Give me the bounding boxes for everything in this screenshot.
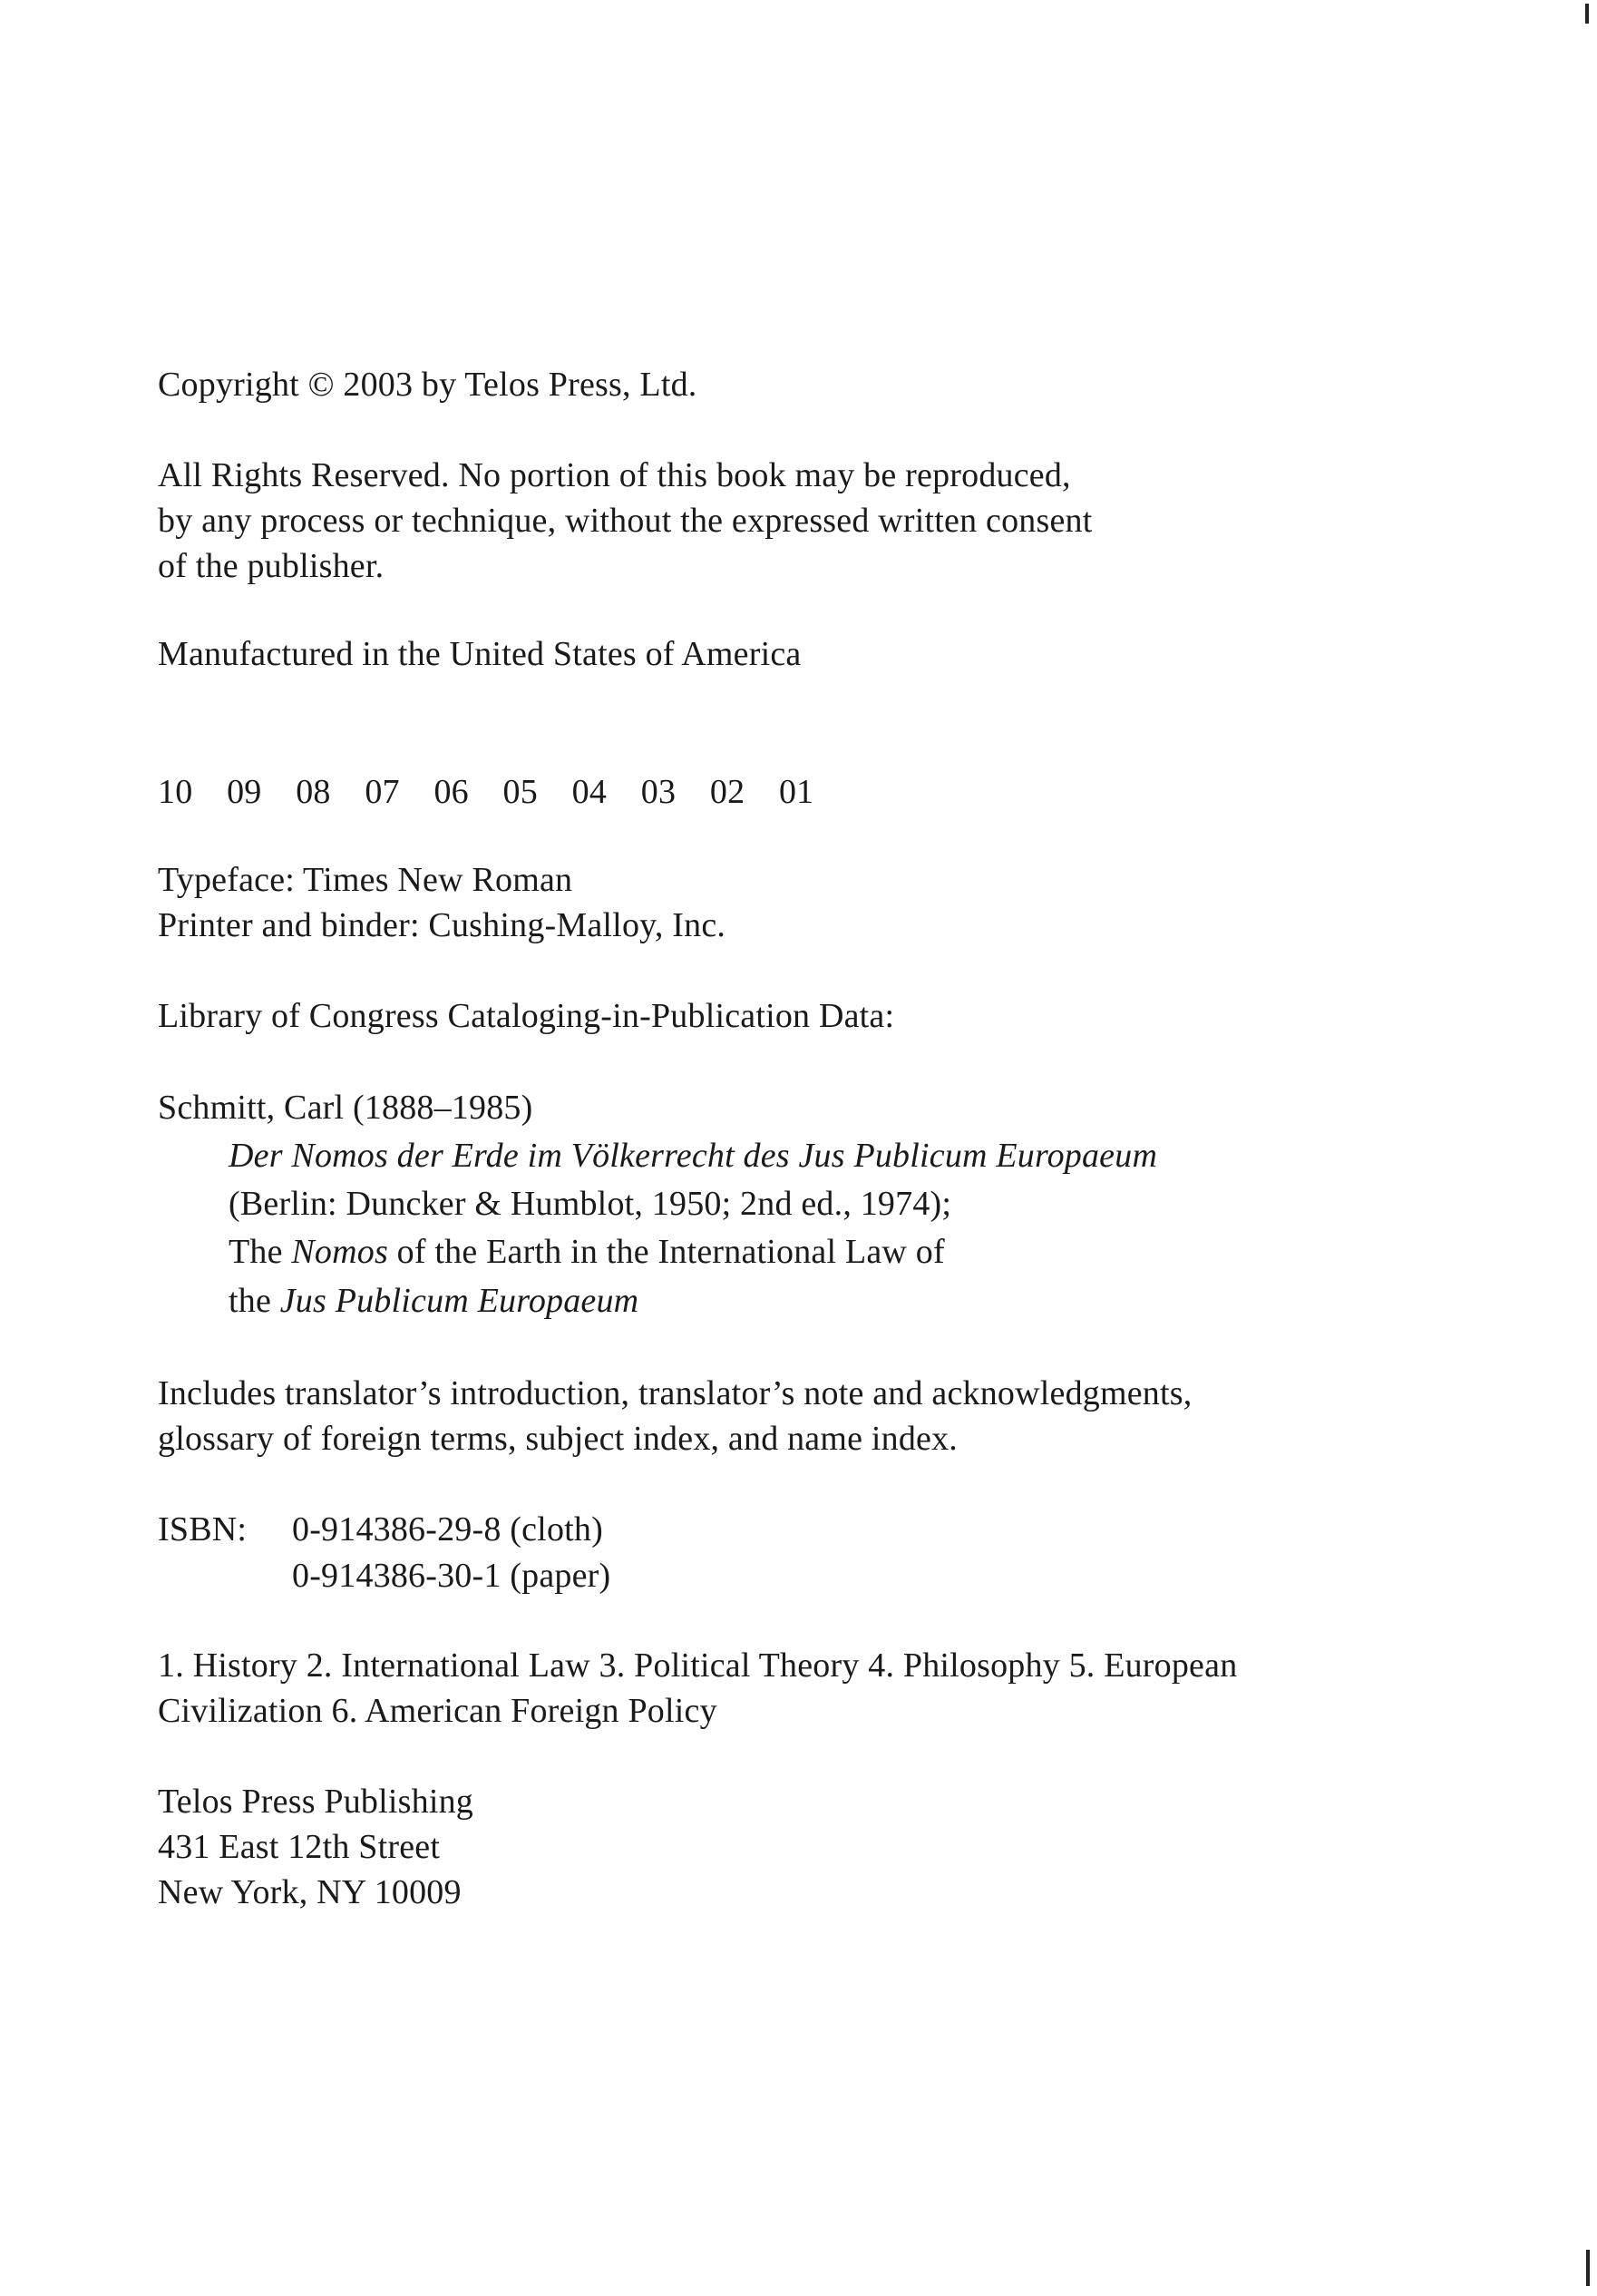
original-publication: (Berlin: Duncker & Humblot, 1950; 2nd ed., 1974); xyxy=(229,1185,952,1223)
includes-line-1: Includes translator’s introduction, translator’s note and acknowledgments, xyxy=(158,1374,1193,1412)
subjects-line-2: Civilization 6. American Foreign Policy xyxy=(158,1692,717,1730)
publisher-name: Telos Press Publishing xyxy=(158,1783,473,1821)
scan-edge-mark xyxy=(1586,2250,1590,2286)
printing-number: 08 xyxy=(296,773,331,811)
printing-number: 02 xyxy=(709,773,745,811)
publisher-street: 431 East 12th Street xyxy=(158,1828,441,1866)
printing-numbers xyxy=(158,770,813,814)
translated-title-line2-prefix: the xyxy=(229,1282,280,1320)
manufactured-line: Manufactured in the United States of America xyxy=(158,635,802,673)
translated-title-line2-italic: Jus Publicum Europaeum xyxy=(279,1282,639,1320)
publisher-city: New York, NY 10009 xyxy=(158,1873,462,1911)
rights-line-1: All Rights Reserved. No portion of this book may be reproduced, xyxy=(158,456,1071,494)
scan-edge-mark xyxy=(1585,4,1589,24)
cip-heading: Library of Congress Cataloging-in-Publication Data: xyxy=(158,997,895,1035)
printing-number: 03 xyxy=(640,773,677,811)
rights-line-2: by any process or technique, without the expressed written consent xyxy=(158,502,1093,540)
printing-number: 09 xyxy=(227,773,262,811)
isbn-paper: 0-914386-30-1 (paper) xyxy=(292,1557,611,1595)
translated-title-italic: Nomos xyxy=(291,1233,388,1271)
printing-number: 05 xyxy=(502,773,538,811)
printing-number: 10 xyxy=(158,773,193,811)
printing-number: 07 xyxy=(365,773,400,811)
printer-line: Printer and binder: Cushing-Malloy, Inc. xyxy=(158,906,726,944)
includes-line-2: glossary of foreign terms, subject index, and name index. xyxy=(158,1420,959,1458)
original-title-text: Der Nomos der Erde im Völkerrecht des Jus Publicum Europaeum xyxy=(229,1137,1158,1175)
printing-number: 06 xyxy=(433,773,469,811)
isbn-label: ISBN: xyxy=(158,1510,248,1549)
translated-title-suffix: of the Earth in the International Law of xyxy=(387,1233,945,1271)
typeface-line: Typeface: Times New Roman xyxy=(158,861,573,899)
printing-number: 04 xyxy=(571,773,608,811)
author-line: Schmitt, Carl (1888–1985) xyxy=(158,1089,533,1127)
isbn-cloth: 0-914386-29-8 (cloth) xyxy=(292,1510,603,1549)
printing-number: 01 xyxy=(778,773,814,811)
translated-title-line-1 xyxy=(229,1230,945,1274)
original-title xyxy=(229,1134,1157,1177)
subjects-line-1: 1. History 2. International Law 3. Political Theory 4. Philosophy 5. European xyxy=(158,1646,1238,1685)
rights-line-3: of the publisher. xyxy=(158,547,385,585)
translated-title-line-2 xyxy=(229,1279,638,1323)
translated-title-prefix: The xyxy=(229,1233,292,1271)
copyright-line: Copyright © 2003 by Telos Press, Ltd. xyxy=(158,366,697,404)
